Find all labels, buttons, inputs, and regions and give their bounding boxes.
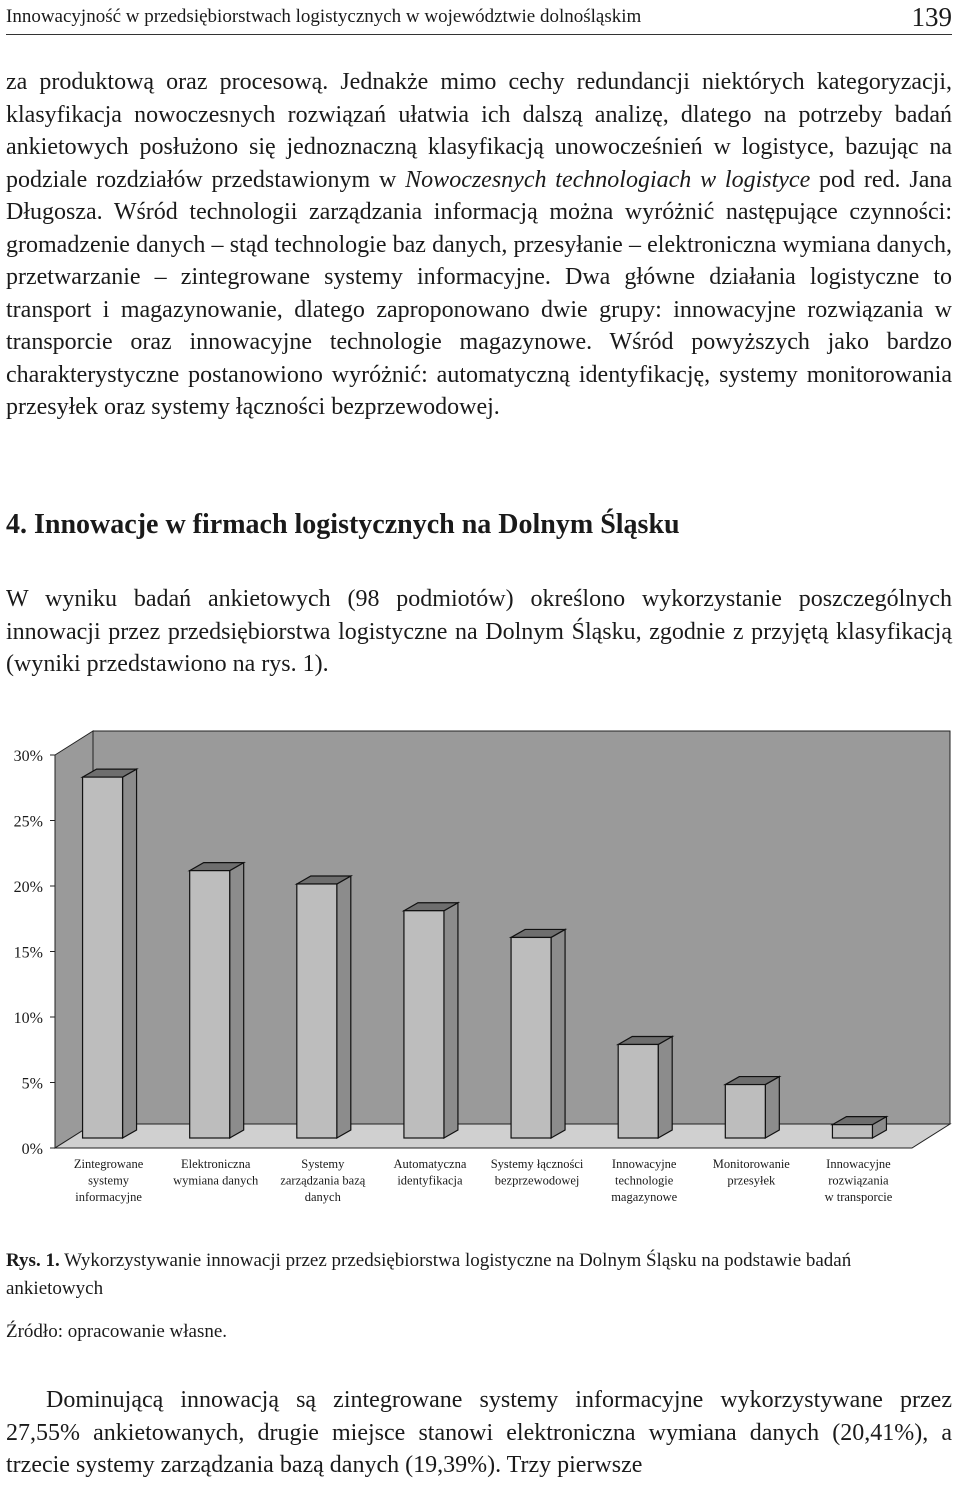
y-tick-label: 5% xyxy=(21,1075,43,1093)
figure-caption xyxy=(6,1247,952,1303)
running-head xyxy=(6,4,952,35)
paragraph-survey: W wyniku badań ankietowych (98 podmiotów) określono wykorzystanie poszczególnych innowacji przez przedsiębiorstwa logistyczne na Dolnym Śląsku, zgodnie z przyjętą klasyfikacją (wyniki przedstawiono na rys. 1). xyxy=(6,586,952,677)
paragraph-intro-text-a: za produktową oraz procesową. Jednakże mimo cechy redundancji niektórych kategoryzacji, klasyfikacja nowoczesnych rozwiązań ułatwia ich dalszą analizę, dlatego na potrzeby badań ankietowych posłużono się jednoznaczną klasyfikacją unowocześnień w logistyce, bazując na podziale rozdziałów przedstawionym w xyxy=(6,69,952,193)
x-tick-label: Systemy zarządzania bazą danych xyxy=(280,1157,366,1204)
bar xyxy=(618,1044,658,1138)
y-tick-label: 0% xyxy=(21,1141,43,1158)
figure-source: Źródło: opracowanie własne. xyxy=(6,1321,228,1342)
bar-side xyxy=(658,1036,672,1138)
x-tick-label: Innowacyjne technologie magazynowe xyxy=(611,1157,678,1204)
chart-svg xyxy=(0,720,960,1210)
x-tick-label: Innowacyjne rozwiązania w transporcie xyxy=(824,1157,893,1204)
page-number: 139 xyxy=(911,2,952,32)
bar xyxy=(190,871,230,1138)
bar xyxy=(511,937,551,1138)
bar xyxy=(832,1125,872,1138)
x-tick-label: Monitorowanie przesyłek xyxy=(712,1157,790,1188)
bar-side xyxy=(765,1077,779,1138)
bar-side xyxy=(551,929,565,1138)
x-tick-label: Zintegrowane systemy informacyjne xyxy=(73,1157,144,1204)
bar xyxy=(297,884,337,1138)
bar-side xyxy=(337,876,351,1138)
y-tick-label: 30% xyxy=(13,748,43,765)
figure-caption-text: Wykorzystywanie innowacji przez przedsiębiorstwa logistyczne na Dolnym Śląsku na podstawie badań ankietowych xyxy=(6,1250,852,1299)
section-heading: 4. Innowacje w firmach logistycznych na Dolnym Śląsku xyxy=(6,509,680,540)
book-title: Nowoczesnych technologiach w logistyce xyxy=(405,166,811,193)
bar-side xyxy=(123,769,137,1138)
running-title: Innowacyjność w przedsiębiorstwach logistycznych w województwie dolnośląskim xyxy=(6,6,642,27)
bar-chart xyxy=(0,720,960,1210)
x-tick-label: Systemy łączności bezprzewodowej xyxy=(490,1157,584,1188)
y-tick-label: 20% xyxy=(13,879,43,896)
x-tick-label: Elektroniczna wymiana danych xyxy=(173,1157,259,1188)
bar xyxy=(404,911,444,1138)
paragraph-intro-text-b: pod red. Jana Długosza. Wśród technologii zarządzania informacją można wyróżnić następujące czynności: gromadzenie danych – stąd technologie baz danych, przesyłanie – elektroniczna wymiana danych, przetwarzanie – zintegrowane systemy informacyjne. Dwa główne działania logistyczne to transport i magazynowanie, dlatego zaproponowano dwie grupy: innowacyjne rozwiązania w transporcie oraz innowacyjne technologie magazynowe. Wśród powyższych jako bardzo charakterystyczne postanowiono wyróżnić: automatyczną identyfikację, systemy monitorowania przesyłek oraz systemy łączności bezprzewodowej. xyxy=(6,166,952,420)
y-tick-label: 25% xyxy=(13,813,43,831)
y-tick-label: 10% xyxy=(13,1010,43,1027)
paragraph-intro xyxy=(6,66,952,424)
bar xyxy=(83,777,123,1138)
bar xyxy=(725,1085,765,1138)
figure-label: Rys. 1. xyxy=(6,1250,60,1271)
y-tick-label: 15% xyxy=(13,944,43,962)
paragraph-results: Dominującą innowacją są zintegrowane systemy informacyjne wykorzystywane przez 27,55% ankietowanych, drugie miejsce stanowi elektroniczna wymiana danych (20,41%), a trzecie systemy zarządzania bazą danych (19,39%). Trzy pierwsze xyxy=(6,1387,952,1478)
bar-side xyxy=(230,863,244,1138)
bar-side xyxy=(444,903,458,1138)
x-tick-label: Automatyczna identyfikacja xyxy=(393,1157,467,1188)
